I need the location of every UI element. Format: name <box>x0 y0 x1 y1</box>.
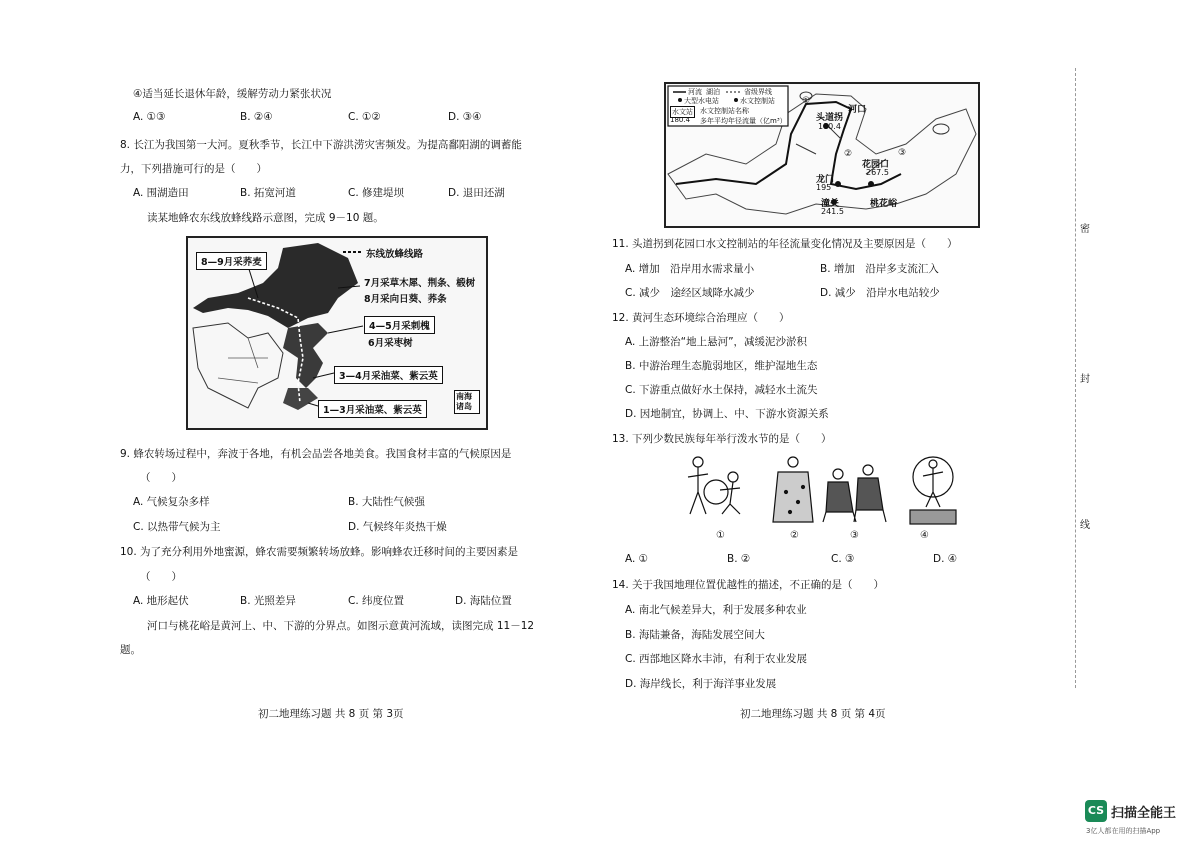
map1-label-5: 6月采枣树 <box>368 338 413 349</box>
q13-pic-label-1: ① <box>716 530 725 541</box>
legend-note-station-name: 水文控制站名称 <box>700 107 749 115</box>
watermark-title: 扫描全能王 <box>1111 806 1177 821</box>
q10-stem-line1: 10. 为了充分利用外地蜜源，蜂农需要频繁转场放蜂。影响蜂农迁移时间的主要因素是 <box>120 546 519 558</box>
q7-option-d: D. ③④ <box>448 111 482 123</box>
ethnic-festival-pictures <box>678 452 978 530</box>
station-longmen: 龙门 <box>816 175 835 185</box>
q7-option-b: B. ②④ <box>240 111 273 123</box>
value-toudaoguai: 180.4 <box>818 122 841 131</box>
legend-sample-name: 水文站 <box>672 108 693 116</box>
map1-label-4: 4—5月采刺槐 <box>364 316 435 334</box>
q11-option-a: A. 增加 沿岸用水需求量小 <box>625 263 755 275</box>
q8-stem-line2: 力，下列措施可行的是（ ） <box>120 163 267 175</box>
q9-option-a: A. 气候复杂多样 <box>133 496 210 508</box>
q12-option-a: A. 上游整治“地上悬河”，减缓泥沙淤积 <box>625 336 808 348</box>
map1-label-7: 1—3月采油菜、紫云英 <box>318 400 427 418</box>
q10-stem-line2: （ ） <box>140 571 182 583</box>
q8-option-a: A. 围湖造田 <box>133 187 189 199</box>
yellow-river-basin-map <box>664 82 980 228</box>
q14-stem: 14. 关于我国地理位置优越性的描述，不正确的是（ ） <box>612 579 885 591</box>
marker-3: ③ <box>898 148 907 158</box>
station-taohuayu: 桃花峪 <box>870 199 898 209</box>
legend-province-border: 省级界线 <box>744 88 772 96</box>
station-toudaoguai: 头道拐 <box>816 113 844 123</box>
q10-option-c: C. 纬度位置 <box>348 595 405 607</box>
q8-option-c: C. 修建堤坝 <box>348 187 405 199</box>
q9-option-c: C. 以热带气候为主 <box>133 521 221 533</box>
legend-hydropower: 大型水电站 <box>684 97 719 105</box>
q12-option-d: D. 因地制宜，协调上、中、下游水资源关系 <box>625 408 829 420</box>
value-longmen: 195 <box>816 183 832 192</box>
binding-line <box>1075 68 1077 688</box>
q13-option-b: B. ② <box>727 553 751 565</box>
q11-stem: 11. 头道拐到花园口水文控制站的年径流量变化情况及主要原因是（ ） <box>612 238 958 250</box>
map1-label-2: 7月采草木犀、荆条、椴树 <box>364 278 476 289</box>
margin-char-2: 封 <box>1080 374 1090 385</box>
map1-inset-south-china-sea: 南海诸岛 <box>454 390 480 414</box>
q13-option-c: C. ③ <box>831 553 855 565</box>
q10-option-b: B. 光照差异 <box>240 595 296 607</box>
q14-option-c: C. 西部地区降水丰沛，有利于农业发展 <box>625 653 808 665</box>
station-hekou: 河口 <box>848 105 867 115</box>
map1-label-1: 8—9月采荞麦 <box>196 252 267 270</box>
q14-option-b: B. 海陆兼备，海陆发展空间大 <box>625 629 765 641</box>
legend-lake: 湖泊 <box>706 88 720 96</box>
q11-option-b: B. 增加 沿岸多支流汇入 <box>820 263 939 275</box>
legend-note-runoff: 多年平均年径流量（亿m³） <box>700 117 787 125</box>
legend-river: 河流 <box>688 88 702 96</box>
q8-stem-line1: 8. 长江为我国第一大河。夏秋季节，长江中下游洪涝灾害频发。为提高鄱阳湖的调蓄能 <box>120 139 522 151</box>
intro-9-10: 读某地蜂农东线放蜂线路示意图，完成 9－10 题。 <box>147 212 384 224</box>
q8-option-b: B. 拓宽河道 <box>240 187 296 199</box>
marker-2: ② <box>844 149 853 159</box>
q8-option-d: D. 退田还湖 <box>448 187 505 199</box>
value-tongguan: 241.5 <box>821 207 844 216</box>
q11-option-d: D. 减少 沿岸水电站较少 <box>820 287 940 299</box>
beekeeper-route-map <box>186 236 488 430</box>
marker-1: ① <box>802 96 811 106</box>
q10-option-a: A. 地形起伏 <box>133 595 189 607</box>
q11-option-c: C. 减少 途经区域降水减少 <box>625 287 755 299</box>
q9-option-b: B. 大陆性气候强 <box>348 496 425 508</box>
map1-label-3: 8月采向日葵、荞条 <box>364 294 447 305</box>
q7-option-c: C. ①② <box>348 111 381 123</box>
q13-option-a: A. ① <box>625 553 649 565</box>
q13-option-d: D. ④ <box>933 553 958 565</box>
intro-11-12-line1: 河口与桃花峪是黄河上、中、下游的分界点。如图示意黄河流域，读图完成 11－12 <box>147 620 535 632</box>
map1-legend: 东线放蜂线路 <box>366 249 424 260</box>
intro-11-12-line2: 题。 <box>120 644 141 656</box>
margin-char-3: 线 <box>1080 520 1090 531</box>
q13-stem: 13. 下列少数民族每年举行泼水节的是（ ） <box>612 433 832 445</box>
q9-stem-line2: （ ） <box>140 472 182 484</box>
q13-pic-label-2: ② <box>790 530 799 541</box>
q9-stem-line1: 9. 蜂农转场过程中，奔波于各地，有机会品尝各地美食。我国食材丰富的气候原因是 <box>120 448 512 460</box>
station-huayuankou: 花园口 <box>862 160 890 170</box>
q13-pic-label-3: ③ <box>850 530 859 541</box>
q12-option-b: B. 中游治理生态脆弱地区，维护湿地生态 <box>625 360 818 372</box>
q13-pic-label-4: ④ <box>920 530 929 541</box>
q12-option-c: C. 下游重点做好水土保持，减轻水土流失 <box>625 384 818 396</box>
q9-option-d: D. 气候终年炎热干燥 <box>348 521 447 533</box>
legend-sample-value: 180.4 <box>670 116 691 124</box>
statement-4: ④适当延长退休年龄，缓解劳动力紧张状况 <box>133 88 332 100</box>
q7-option-a: A. ①③ <box>133 111 166 123</box>
legend-hydro-station: 水文控制站 <box>740 97 775 105</box>
q10-option-d: D. 海陆位置 <box>455 595 512 607</box>
value-huayuankou: 267.5 <box>866 168 889 177</box>
map1-label-6: 3—4月采油菜、紫云英 <box>334 366 443 384</box>
margin-char-1: 密 <box>1080 224 1090 235</box>
station-tongguan: 潼关 <box>821 199 840 209</box>
watermark-subtitle: 3亿人都在用的扫描App <box>1086 827 1161 835</box>
q12-stem: 12. 黄河生态环境综合治理应（ ） <box>612 312 790 324</box>
page-4-footer: 初二地理练习题 共 8 页 第 4页 <box>740 708 886 720</box>
camscanner-logo-icon: CS <box>1085 800 1107 822</box>
q13-pictures <box>678 452 978 530</box>
page-3-footer: 初二地理练习题 共 8 页 第 3页 <box>258 708 404 720</box>
q14-option-d: D. 海岸线长，利于海洋事业发展 <box>625 678 777 690</box>
q14-option-a: A. 南北气候差异大，利于发展多种农业 <box>625 604 807 616</box>
